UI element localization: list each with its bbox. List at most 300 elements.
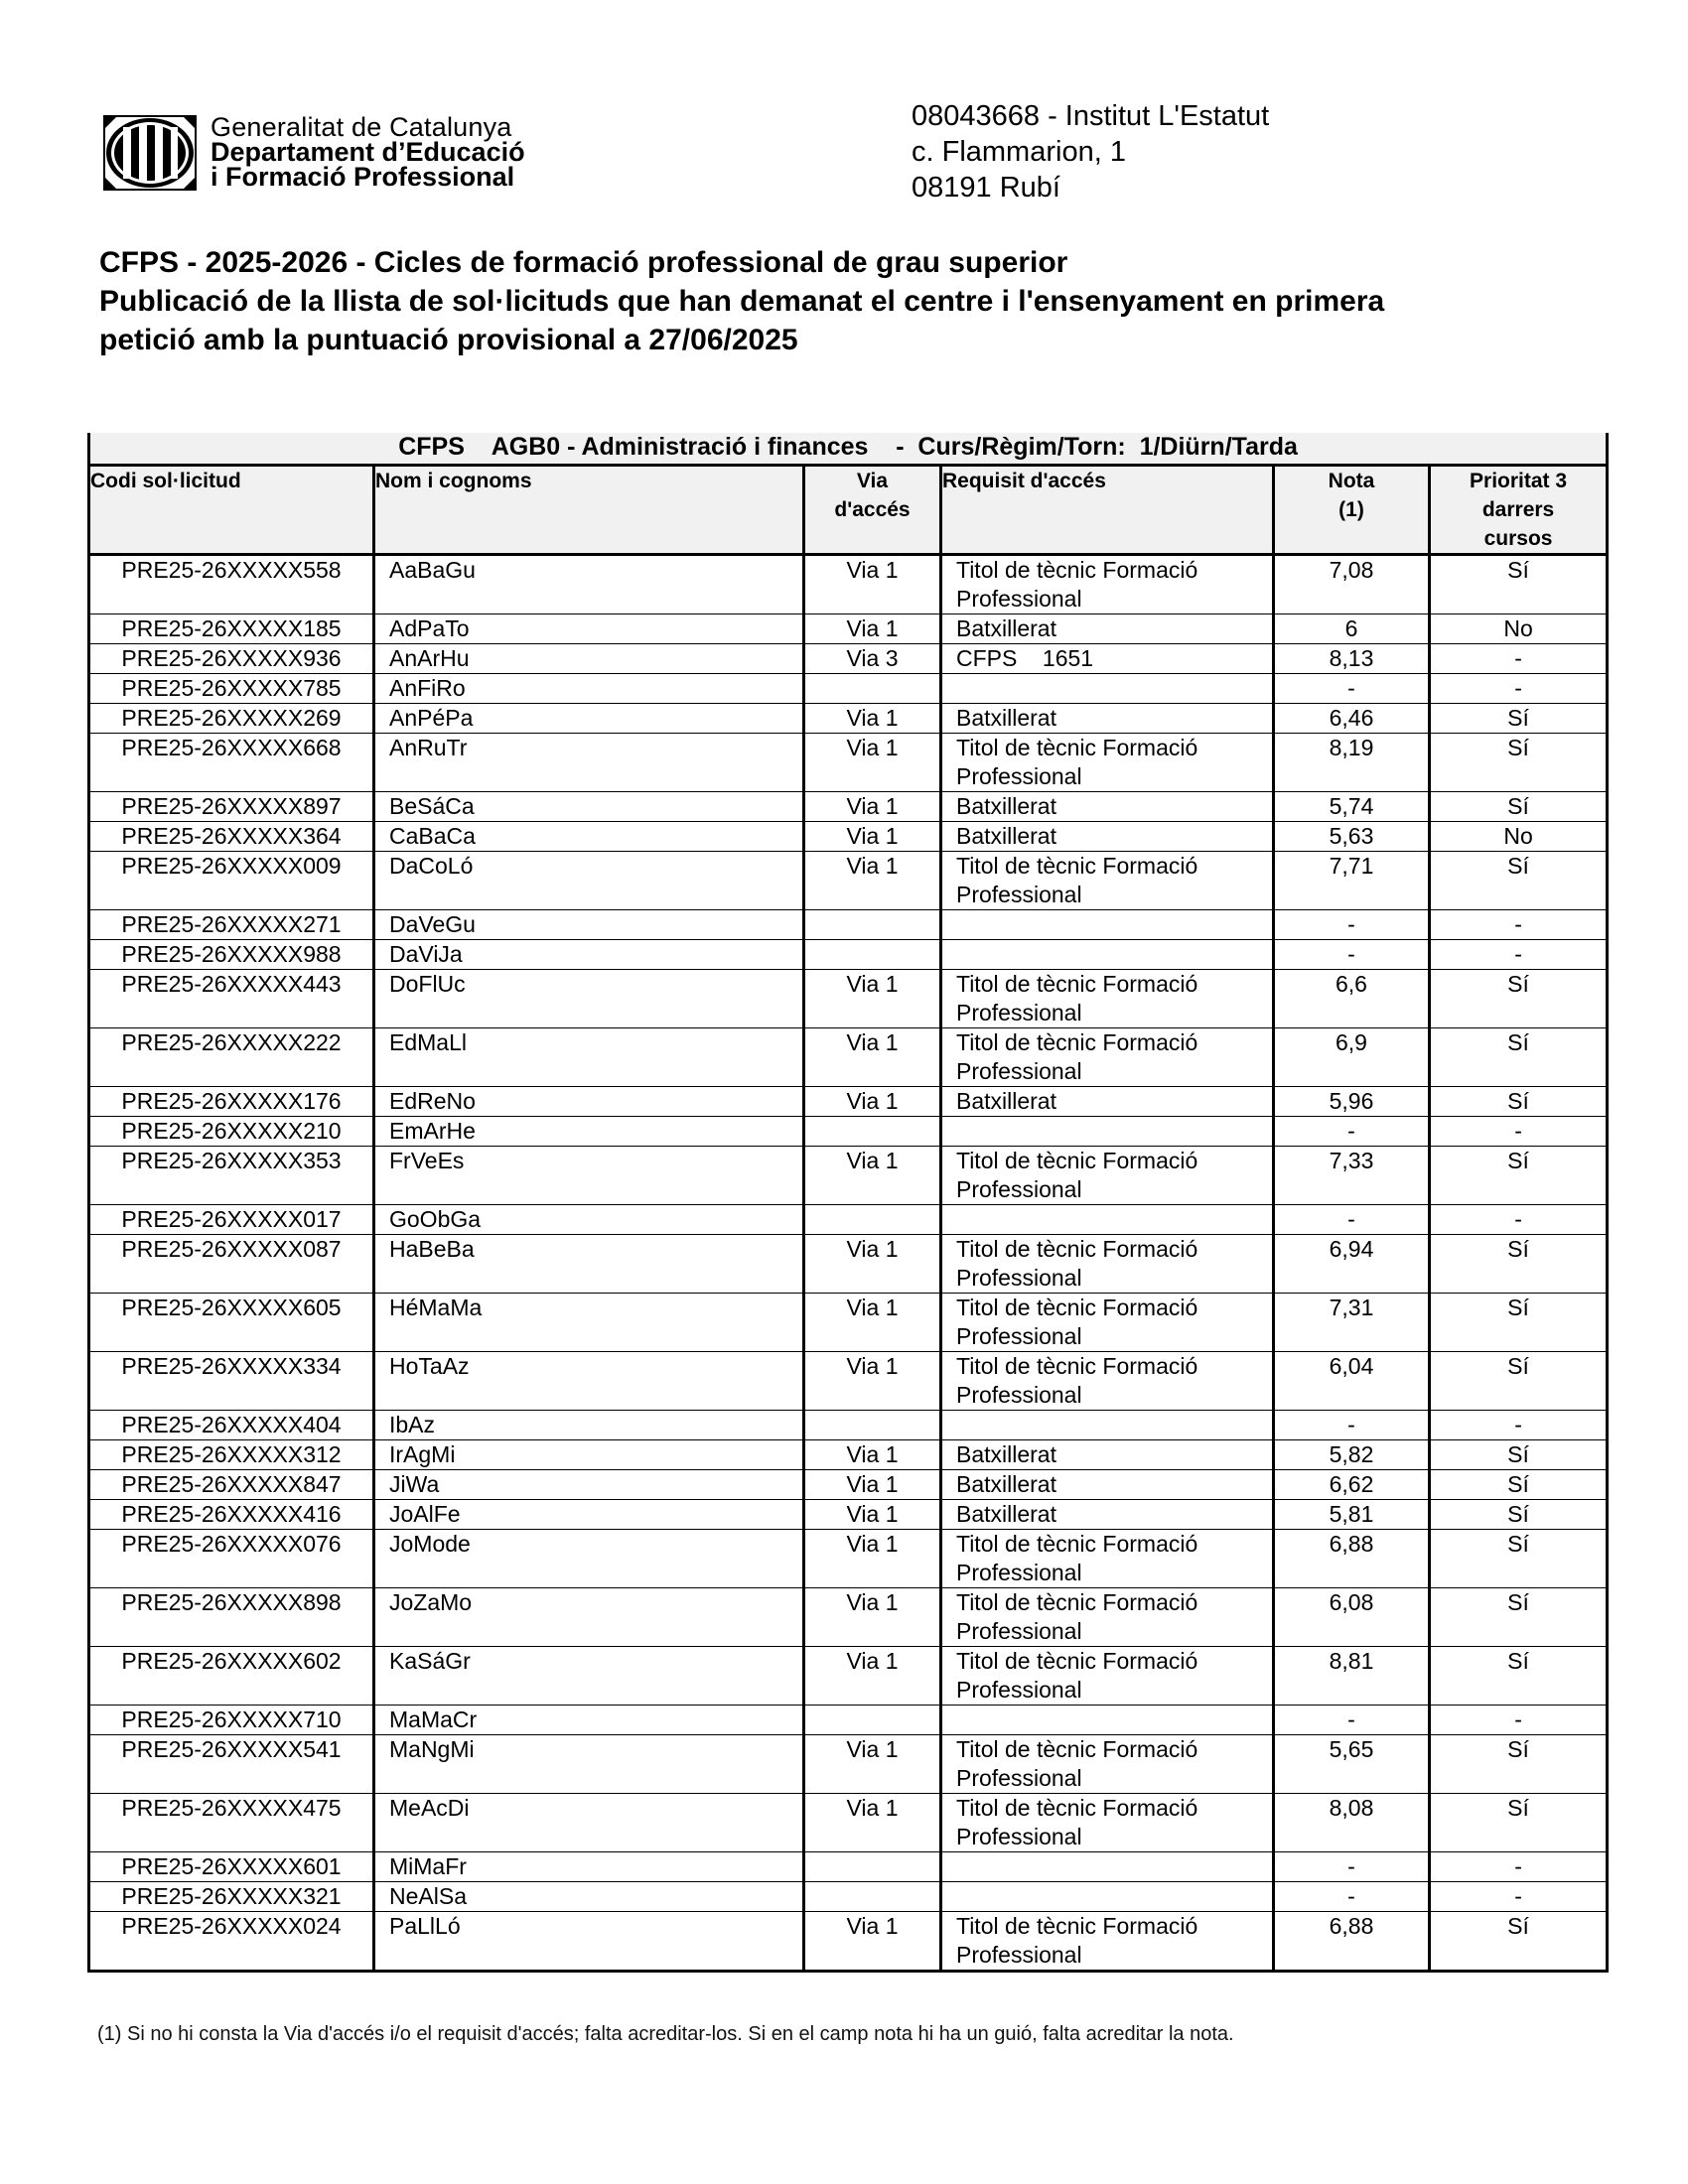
applicant-code: PRE25-26XXXXX847 bbox=[89, 1470, 374, 1500]
applicant-name: AnArHu bbox=[374, 644, 804, 674]
table-row bbox=[89, 1147, 1608, 1205]
access-requirement bbox=[941, 1735, 1274, 1794]
applicant-name: NeAlSa bbox=[374, 1882, 804, 1912]
table-row bbox=[89, 1530, 1608, 1588]
header-requisit: Requisit d'accés bbox=[941, 466, 1274, 555]
access-route bbox=[804, 674, 941, 704]
grade: 6,88 bbox=[1274, 1912, 1430, 1972]
header-nota-line1: Nota bbox=[1328, 470, 1375, 492]
priority-last-3-years: Sí bbox=[1430, 704, 1608, 734]
table-row bbox=[89, 1735, 1608, 1794]
applicant-code: PRE25-26XXXXX602 bbox=[89, 1647, 374, 1706]
priority-last-3-years: Sí bbox=[1430, 1530, 1608, 1588]
access-requirement bbox=[941, 1530, 1274, 1588]
requirement-line-1: Titol de tècnic Formació bbox=[956, 1736, 1198, 1762]
access-route: Via 1 bbox=[804, 1912, 941, 1972]
access-route bbox=[804, 1852, 941, 1882]
applicant-name: JiWa bbox=[374, 1470, 804, 1500]
grade: 6 bbox=[1274, 614, 1430, 644]
applicant-name: DaViJa bbox=[374, 940, 804, 970]
access-requirement bbox=[941, 1087, 1274, 1117]
page-title bbox=[99, 243, 1384, 359]
applicant-name: EdMaLl bbox=[374, 1028, 804, 1087]
priority-last-3-years: - bbox=[1430, 1852, 1608, 1882]
department-logo-text bbox=[211, 112, 525, 192]
requirement-line-2: Professional bbox=[956, 1000, 1082, 1025]
table-row bbox=[89, 1440, 1608, 1470]
access-requirement bbox=[941, 644, 1274, 674]
requirement-line-2: Professional bbox=[956, 882, 1082, 907]
header-nota bbox=[1274, 466, 1430, 555]
requirement-line-1: Batxillerat bbox=[956, 793, 1056, 819]
grade: 8,13 bbox=[1274, 644, 1430, 674]
priority-last-3-years: Sí bbox=[1430, 1087, 1608, 1117]
table-row bbox=[89, 1500, 1608, 1530]
applicant-code: PRE25-26XXXXX898 bbox=[89, 1588, 374, 1647]
access-requirement bbox=[941, 674, 1274, 704]
table-row bbox=[89, 940, 1608, 970]
access-requirement bbox=[941, 1028, 1274, 1087]
grade: - bbox=[1274, 1882, 1430, 1912]
access-requirement bbox=[941, 1588, 1274, 1647]
access-route: Via 1 bbox=[804, 1087, 941, 1117]
school-name: 08043668 - Institut L'Estatut bbox=[912, 100, 1270, 132]
priority-last-3-years: - bbox=[1430, 1706, 1608, 1735]
access-route: Via 1 bbox=[804, 555, 941, 614]
table-header-row bbox=[89, 466, 1608, 555]
table-row bbox=[89, 910, 1608, 940]
requirement-line-2: Professional bbox=[956, 1058, 1082, 1084]
applicant-name: KaSáGr bbox=[374, 1647, 804, 1706]
requirement-line-1: Titol de tècnic Formació bbox=[956, 853, 1198, 879]
applicant-code: PRE25-26XXXXX601 bbox=[89, 1852, 374, 1882]
priority-last-3-years: - bbox=[1430, 910, 1608, 940]
access-route: Via 1 bbox=[804, 1470, 941, 1500]
access-requirement bbox=[941, 555, 1274, 614]
applicant-name: MaMaCr bbox=[374, 1706, 804, 1735]
priority-last-3-years: Sí bbox=[1430, 1294, 1608, 1352]
grade: 6,88 bbox=[1274, 1530, 1430, 1588]
table-row bbox=[89, 822, 1608, 852]
grade: - bbox=[1274, 674, 1430, 704]
access-route: Via 1 bbox=[804, 1294, 941, 1352]
access-requirement bbox=[941, 852, 1274, 910]
access-requirement bbox=[941, 1205, 1274, 1235]
requirement-line-1: Batxillerat bbox=[956, 615, 1056, 641]
applicant-code: PRE25-26XXXXX334 bbox=[89, 1352, 374, 1411]
header-prio-line3: cursos bbox=[1483, 527, 1553, 550]
grade: - bbox=[1274, 1411, 1430, 1440]
applicant-code: PRE25-26XXXXX269 bbox=[89, 704, 374, 734]
table-row bbox=[89, 1087, 1608, 1117]
priority-last-3-years: Sí bbox=[1430, 1735, 1608, 1794]
applicant-code: PRE25-26XXXXX017 bbox=[89, 1205, 374, 1235]
grade: - bbox=[1274, 1205, 1430, 1235]
applicant-name: IrAgMi bbox=[374, 1440, 804, 1470]
requirement-line-1: Batxillerat bbox=[956, 705, 1056, 731]
requirement-line-2: Professional bbox=[956, 1382, 1082, 1408]
access-route bbox=[804, 910, 941, 940]
access-route bbox=[804, 1706, 941, 1735]
access-route bbox=[804, 1411, 941, 1440]
applicant-code: PRE25-26XXXXX222 bbox=[89, 1028, 374, 1087]
access-requirement bbox=[941, 1235, 1274, 1294]
access-route: Via 1 bbox=[804, 1235, 941, 1294]
generalitat-coat-of-arms-icon bbox=[103, 115, 197, 191]
applicant-name: AdPaTo bbox=[374, 614, 804, 644]
table-row bbox=[89, 1588, 1608, 1647]
priority-last-3-years: - bbox=[1430, 1411, 1608, 1440]
priority-last-3-years: - bbox=[1430, 1882, 1608, 1912]
requirement-line-2: Professional bbox=[956, 1323, 1082, 1349]
applicant-code: PRE25-26XXXXX558 bbox=[89, 555, 374, 614]
grade: 6,46 bbox=[1274, 704, 1430, 734]
access-requirement bbox=[941, 910, 1274, 940]
table-row bbox=[89, 1028, 1608, 1087]
header-prio-line1: Prioritat 3 bbox=[1470, 470, 1568, 492]
applicant-name: JoAlFe bbox=[374, 1500, 804, 1530]
school-street: c. Flammarion, 1 bbox=[912, 136, 1126, 168]
grade: 5,96 bbox=[1274, 1087, 1430, 1117]
applicant-name: JoZaMo bbox=[374, 1588, 804, 1647]
applicant-name: AnPéPa bbox=[374, 704, 804, 734]
access-requirement bbox=[941, 1794, 1274, 1852]
access-requirement bbox=[941, 1882, 1274, 1912]
priority-last-3-years: Sí bbox=[1430, 1235, 1608, 1294]
access-route: Via 1 bbox=[804, 970, 941, 1028]
grade: 5,82 bbox=[1274, 1440, 1430, 1470]
requirement-line-1: Titol de tècnic Formació bbox=[956, 1589, 1198, 1615]
requirement-line-1: Batxillerat bbox=[956, 1441, 1056, 1467]
grade: 6,6 bbox=[1274, 970, 1430, 1028]
access-requirement bbox=[941, 1647, 1274, 1706]
access-route: Via 1 bbox=[804, 1647, 941, 1706]
applicant-code: PRE25-26XXXXX210 bbox=[89, 1117, 374, 1147]
priority-last-3-years: - bbox=[1430, 1117, 1608, 1147]
applicant-code: PRE25-26XXXXX076 bbox=[89, 1530, 374, 1588]
table-row bbox=[89, 852, 1608, 910]
table-row bbox=[89, 1235, 1608, 1294]
requirement-line-1: CFPS 1651 bbox=[956, 645, 1094, 671]
grade: 8,81 bbox=[1274, 1647, 1430, 1706]
applicant-code: PRE25-26XXXXX416 bbox=[89, 1500, 374, 1530]
table-row bbox=[89, 1294, 1608, 1352]
requirement-line-1: Titol de tècnic Formació bbox=[956, 1148, 1198, 1173]
applicant-name: BeSáCa bbox=[374, 792, 804, 822]
priority-last-3-years: - bbox=[1430, 1205, 1608, 1235]
access-requirement bbox=[941, 940, 1274, 970]
grade: 6,04 bbox=[1274, 1352, 1430, 1411]
table-caption: CFPS AGB0 - Administració i finances - Curs/Règim/Torn: 1/Diürn/Tarda bbox=[89, 433, 1608, 466]
applicant-name: DaVeGu bbox=[374, 910, 804, 940]
requirement-line-1: Titol de tècnic Formació bbox=[956, 557, 1198, 583]
priority-last-3-years: No bbox=[1430, 614, 1608, 644]
access-requirement bbox=[941, 1852, 1274, 1882]
priority-last-3-years: Sí bbox=[1430, 555, 1608, 614]
table-row bbox=[89, 674, 1608, 704]
access-requirement bbox=[941, 1411, 1274, 1440]
requirement-line-2: Professional bbox=[956, 1560, 1082, 1585]
grade: - bbox=[1274, 910, 1430, 940]
access-route: Via 3 bbox=[804, 644, 941, 674]
priority-last-3-years: Sí bbox=[1430, 1352, 1608, 1411]
requirement-line-1: Titol de tècnic Formació bbox=[956, 1648, 1198, 1674]
applicant-code: PRE25-26XXXXX710 bbox=[89, 1706, 374, 1735]
priority-last-3-years: Sí bbox=[1430, 734, 1608, 792]
priority-last-3-years: Sí bbox=[1430, 852, 1608, 910]
access-requirement bbox=[941, 1352, 1274, 1411]
applicant-name: HaBeBa bbox=[374, 1235, 804, 1294]
access-route: Via 1 bbox=[804, 1735, 941, 1794]
applicant-name: AnFiRo bbox=[374, 674, 804, 704]
title-line-2: Publicació de la llista de sol·licituds que han demanat el centre i l'ensenyament en primera bbox=[99, 285, 1385, 318]
requirement-line-1: Titol de tècnic Formació bbox=[956, 1795, 1198, 1821]
table-row bbox=[89, 1117, 1608, 1147]
access-requirement bbox=[941, 1440, 1274, 1470]
footnote: (1) Si no hi consta la Via d'accés i/o el requisit d'accés; falta acreditar-los. Si en el camp nota hi ha un guió, falta acreditar la nota. bbox=[97, 2023, 1234, 2045]
requirement-line-1: Titol de tècnic Formació bbox=[956, 735, 1198, 760]
priority-last-3-years: - bbox=[1430, 674, 1608, 704]
header-prioritat bbox=[1430, 466, 1608, 555]
logo-line-formacio: i Formació Professional bbox=[211, 162, 515, 192]
header-via-line2: d'accés bbox=[834, 498, 911, 521]
table-row bbox=[89, 704, 1608, 734]
priority-last-3-years: Sí bbox=[1430, 1588, 1608, 1647]
applicant-code: PRE25-26XXXXX087 bbox=[89, 1235, 374, 1294]
requirement-line-1: Titol de tècnic Formació bbox=[956, 1353, 1198, 1379]
applicant-code: PRE25-26XXXXX271 bbox=[89, 910, 374, 940]
requirement-line-1: Titol de tècnic Formació bbox=[956, 1531, 1198, 1557]
priority-last-3-years: Sí bbox=[1430, 1794, 1608, 1852]
access-requirement bbox=[941, 734, 1274, 792]
table-row bbox=[89, 1352, 1608, 1411]
applicant-code: PRE25-26XXXXX312 bbox=[89, 1440, 374, 1470]
applicant-name: MaNgMi bbox=[374, 1735, 804, 1794]
applicant-code: PRE25-26XXXXX668 bbox=[89, 734, 374, 792]
priority-last-3-years: Sí bbox=[1430, 1147, 1608, 1205]
priority-last-3-years: Sí bbox=[1430, 1028, 1608, 1087]
applicant-name: PaLlLó bbox=[374, 1912, 804, 1972]
logo-line-department: Departament d’Educació bbox=[211, 137, 525, 167]
applicant-name: HéMaMa bbox=[374, 1294, 804, 1352]
priority-last-3-years: No bbox=[1430, 822, 1608, 852]
applicant-name: MeAcDi bbox=[374, 1794, 804, 1852]
grade: 6,08 bbox=[1274, 1588, 1430, 1647]
access-route bbox=[804, 1882, 941, 1912]
table-row bbox=[89, 1794, 1608, 1852]
grade: - bbox=[1274, 940, 1430, 970]
requirement-line-1: Titol de tècnic Formació bbox=[956, 1029, 1198, 1055]
table-row bbox=[89, 1912, 1608, 1972]
applicant-name: HoTaAz bbox=[374, 1352, 804, 1411]
priority-last-3-years: Sí bbox=[1430, 1912, 1608, 1972]
requirement-line-1: Batxillerat bbox=[956, 1471, 1056, 1497]
access-route: Via 1 bbox=[804, 1147, 941, 1205]
applicant-code: PRE25-26XXXXX353 bbox=[89, 1147, 374, 1205]
priority-last-3-years: Sí bbox=[1430, 1647, 1608, 1706]
applicant-code: PRE25-26XXXXX024 bbox=[89, 1912, 374, 1972]
access-route: Via 1 bbox=[804, 1500, 941, 1530]
table-row bbox=[89, 1470, 1608, 1500]
requirement-line-1: Batxillerat bbox=[956, 1501, 1056, 1527]
header-code: Codi sol·licitud bbox=[89, 466, 374, 555]
access-route: Via 1 bbox=[804, 1794, 941, 1852]
table-row bbox=[89, 1411, 1608, 1440]
access-requirement bbox=[941, 1117, 1274, 1147]
applicant-code: PRE25-26XXXXX404 bbox=[89, 1411, 374, 1440]
priority-last-3-years: Sí bbox=[1430, 1440, 1608, 1470]
applicant-code: PRE25-26XXXXX541 bbox=[89, 1735, 374, 1794]
requirement-line-2: Professional bbox=[956, 1176, 1082, 1202]
access-route: Via 1 bbox=[804, 734, 941, 792]
requirement-line-2: Professional bbox=[956, 1677, 1082, 1703]
requirement-line-2: Professional bbox=[956, 763, 1082, 789]
access-route: Via 1 bbox=[804, 1530, 941, 1588]
grade: 5,63 bbox=[1274, 822, 1430, 852]
access-requirement bbox=[941, 1912, 1274, 1972]
requirement-line-1: Titol de tècnic Formació bbox=[956, 1913, 1198, 1939]
requirement-line-2: Professional bbox=[956, 1942, 1082, 1968]
header-via bbox=[804, 466, 941, 555]
priority-last-3-years: Sí bbox=[1430, 792, 1608, 822]
applicant-code: PRE25-26XXXXX897 bbox=[89, 792, 374, 822]
applicant-code: PRE25-26XXXXX185 bbox=[89, 614, 374, 644]
access-requirement bbox=[941, 1294, 1274, 1352]
header-name: Nom i cognoms bbox=[374, 466, 804, 555]
access-route: Via 1 bbox=[804, 1440, 941, 1470]
requirement-line-2: Professional bbox=[956, 1618, 1082, 1644]
applicant-code: PRE25-26XXXXX475 bbox=[89, 1794, 374, 1852]
table-row bbox=[89, 970, 1608, 1028]
applicant-code: PRE25-26XXXXX176 bbox=[89, 1087, 374, 1117]
table-row bbox=[89, 1882, 1608, 1912]
applicant-name: JoMode bbox=[374, 1530, 804, 1588]
access-route: Via 1 bbox=[804, 704, 941, 734]
table-row bbox=[89, 792, 1608, 822]
applicant-name: GoObGa bbox=[374, 1205, 804, 1235]
access-requirement bbox=[941, 1147, 1274, 1205]
grade: - bbox=[1274, 1117, 1430, 1147]
grade: 7,33 bbox=[1274, 1147, 1430, 1205]
table-row bbox=[89, 1647, 1608, 1706]
applicant-name: CaBaCa bbox=[374, 822, 804, 852]
header-prio-line2: darrers bbox=[1481, 498, 1555, 521]
access-route bbox=[804, 940, 941, 970]
table-row bbox=[89, 644, 1608, 674]
grade: 7,31 bbox=[1274, 1294, 1430, 1352]
access-requirement bbox=[941, 970, 1274, 1028]
access-route bbox=[804, 1117, 941, 1147]
requirement-line-1: Titol de tècnic Formació bbox=[956, 1236, 1198, 1262]
priority-last-3-years: Sí bbox=[1430, 1470, 1608, 1500]
header-via-line1: Via bbox=[856, 470, 889, 492]
priority-last-3-years: Sí bbox=[1430, 970, 1608, 1028]
applicant-name: FrVeEs bbox=[374, 1147, 804, 1205]
access-route: Via 1 bbox=[804, 852, 941, 910]
title-line-3: petició amb la puntuació provisional a 27/06/2025 bbox=[99, 324, 798, 356]
requirement-line-1: Titol de tècnic Formació bbox=[956, 1295, 1198, 1320]
table-row bbox=[89, 555, 1608, 614]
grade: 7,71 bbox=[1274, 852, 1430, 910]
requirement-line-1: Batxillerat bbox=[956, 823, 1056, 849]
table-row bbox=[89, 1706, 1608, 1735]
applicant-code: PRE25-26XXXXX009 bbox=[89, 852, 374, 910]
requirement-line-2: Professional bbox=[956, 1765, 1082, 1791]
table-row bbox=[89, 614, 1608, 644]
grade: 7,08 bbox=[1274, 555, 1430, 614]
grade: 6,62 bbox=[1274, 1470, 1430, 1500]
requirement-line-2: Professional bbox=[956, 586, 1082, 612]
requirement-line-1: Batxillerat bbox=[956, 1088, 1056, 1114]
access-requirement bbox=[941, 614, 1274, 644]
access-requirement bbox=[941, 1500, 1274, 1530]
access-requirement bbox=[941, 704, 1274, 734]
grade: 6,9 bbox=[1274, 1028, 1430, 1087]
applicant-code: PRE25-26XXXXX443 bbox=[89, 970, 374, 1028]
header-nota-line2: (1) bbox=[1338, 498, 1364, 521]
access-requirement bbox=[941, 1470, 1274, 1500]
table-row bbox=[89, 1205, 1608, 1235]
requirement-line-2: Professional bbox=[956, 1824, 1082, 1849]
applicant-name: DaCoLó bbox=[374, 852, 804, 910]
grade: 5,65 bbox=[1274, 1735, 1430, 1794]
grade: 5,74 bbox=[1274, 792, 1430, 822]
school-address bbox=[912, 98, 1269, 205]
applicant-name: AnRuTr bbox=[374, 734, 804, 792]
applicant-name: IbAz bbox=[374, 1411, 804, 1440]
priority-last-3-years: Sí bbox=[1430, 1500, 1608, 1530]
access-route bbox=[804, 1205, 941, 1235]
priority-last-3-years: - bbox=[1430, 940, 1608, 970]
access-route: Via 1 bbox=[804, 1352, 941, 1411]
applicant-name: AaBaGu bbox=[374, 555, 804, 614]
applications-table bbox=[87, 433, 1609, 1973]
grade: 8,19 bbox=[1274, 734, 1430, 792]
access-requirement bbox=[941, 822, 1274, 852]
table-row bbox=[89, 1852, 1608, 1882]
applicant-name: DoFlUc bbox=[374, 970, 804, 1028]
access-route: Via 1 bbox=[804, 1588, 941, 1647]
access-route: Via 1 bbox=[804, 792, 941, 822]
priority-last-3-years: - bbox=[1430, 644, 1608, 674]
requirement-line-1: Titol de tècnic Formació bbox=[956, 971, 1198, 997]
requirement-line-2: Professional bbox=[956, 1265, 1082, 1291]
applicant-name: MiMaFr bbox=[374, 1852, 804, 1882]
applicant-name: EmArHe bbox=[374, 1117, 804, 1147]
access-requirement bbox=[941, 792, 1274, 822]
grade: 8,08 bbox=[1274, 1794, 1430, 1852]
applicant-code: PRE25-26XXXXX321 bbox=[89, 1882, 374, 1912]
applicant-code: PRE25-26XXXXX988 bbox=[89, 940, 374, 970]
applicant-code: PRE25-26XXXXX785 bbox=[89, 674, 374, 704]
access-route: Via 1 bbox=[804, 614, 941, 644]
grade: 6,94 bbox=[1274, 1235, 1430, 1294]
access-route: Via 1 bbox=[804, 1028, 941, 1087]
logo-line-generalitat: Generalitat de Catalunya bbox=[211, 112, 512, 142]
table-body bbox=[89, 555, 1608, 1972]
title-line-1: CFPS - 2025-2026 - Cicles de formació professional de grau superior bbox=[99, 246, 1068, 279]
school-city: 08191 Rubí bbox=[912, 172, 1060, 204]
grade: - bbox=[1274, 1852, 1430, 1882]
access-route: Via 1 bbox=[804, 822, 941, 852]
grade: 5,81 bbox=[1274, 1500, 1430, 1530]
applicant-name: EdReNo bbox=[374, 1087, 804, 1117]
grade: - bbox=[1274, 1706, 1430, 1735]
applicant-code: PRE25-26XXXXX364 bbox=[89, 822, 374, 852]
table-row bbox=[89, 734, 1608, 792]
applicant-code: PRE25-26XXXXX605 bbox=[89, 1294, 374, 1352]
applicant-code: PRE25-26XXXXX936 bbox=[89, 644, 374, 674]
